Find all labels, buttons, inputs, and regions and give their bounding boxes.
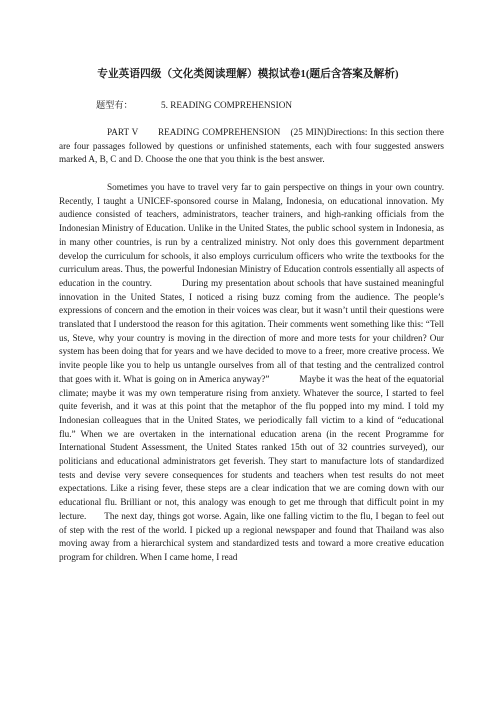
reading-passage [59, 181, 444, 565]
question-type-value: 5. READING COMPREHENSION [161, 100, 292, 110]
question-type-label: 题型有： [96, 100, 133, 110]
passage-paragraph-2: During my presentation about schools that have sustained meaningful innovation in the United States, I noticed a rising buzz coming from the audience. The people’s expressions of concern and the emotion in their voices was clear, but it wasn’t until their questions were translated that I understood the reason for this agitation. Their comments went something like this: “Tell us, Steve, why your country is moving in the direction of more and more tests for your children? Our system has been doing that for years and we have decided to move to a freer, more creative process. We invite people like you to help us untangle ourselves from all of that testing and the centralized control that goes with it. What is going on in America anyway?” [59, 277, 444, 384]
question-type-line [96, 97, 292, 111]
directions-text: Directions: In this section there are four passages followed by questions or unfinished statements, each with four suggested answers marked A, B, C and D. Choose the one that you think is the best answer. [59, 127, 444, 165]
document-title: 专业英语四级（文化类阅读理解）模拟试卷1(题后含答案及解析) [97, 69, 399, 80]
section-instructions [59, 126, 444, 167]
passage-paragraph-1: Sometimes you have to travel very far to gain perspective on things in your own country. Recently, I taught a UNICEF-sponsored course in Malang, Indonesia, on educational innovation. My audience consisted of teachers, administrators, teacher trainers, and high-ranking officials from the Indonesian Ministry of Education. Unlike in the United States, the public school system in Indonesia, as in many other countries, is run by a centralized ministry. Not only does this government department develop the curriculum for schools, it also employs curriculum officers who write the textbooks for the curriculum areas. Thus, the powerful Indonesian Ministry of Education controls essentially all aspects of education in the country. [59, 182, 444, 288]
section-heading: PART V READING COMPREHENSION (25 MIN) [107, 127, 327, 137]
passage-paragraph-3: Maybe it was the heat of the equatorial climate; maybe it was my own temperature rising from anxiety. Whatever the source, I started to feel quite feverish, and it was at this point that the metaphor of the flu popped into my mind. I told my Indonesian colleagues that in the United States, we periodically fall victim to a kind of “educational flu.” When we are overtaken in the international education arena (in the recent Programme for International Student Assessment, the United States ranked 15th out of 32 countries surveyed), our politicians and educational administrators get feverish. They start to manufacture lots of standardized tests and devise very severe consequences for students and teachers when test results do not meet expectations. Like a rising fever, these steps are a clear indication that we are coming down with our educational flu. Brilliant or not, this analogy was enough to get me through that difficult point in my lecture. [59, 373, 444, 521]
passage-paragraph-4: The next day, things got worse. Again, like one falling victim to the flu, I began to feel out of step with the rest of the world. I picked up a regional newspaper and found that Thailand was also moving away from a hierarchical system and standardized tests and toward a more creative education program for children. When I came home, I read [59, 510, 444, 562]
